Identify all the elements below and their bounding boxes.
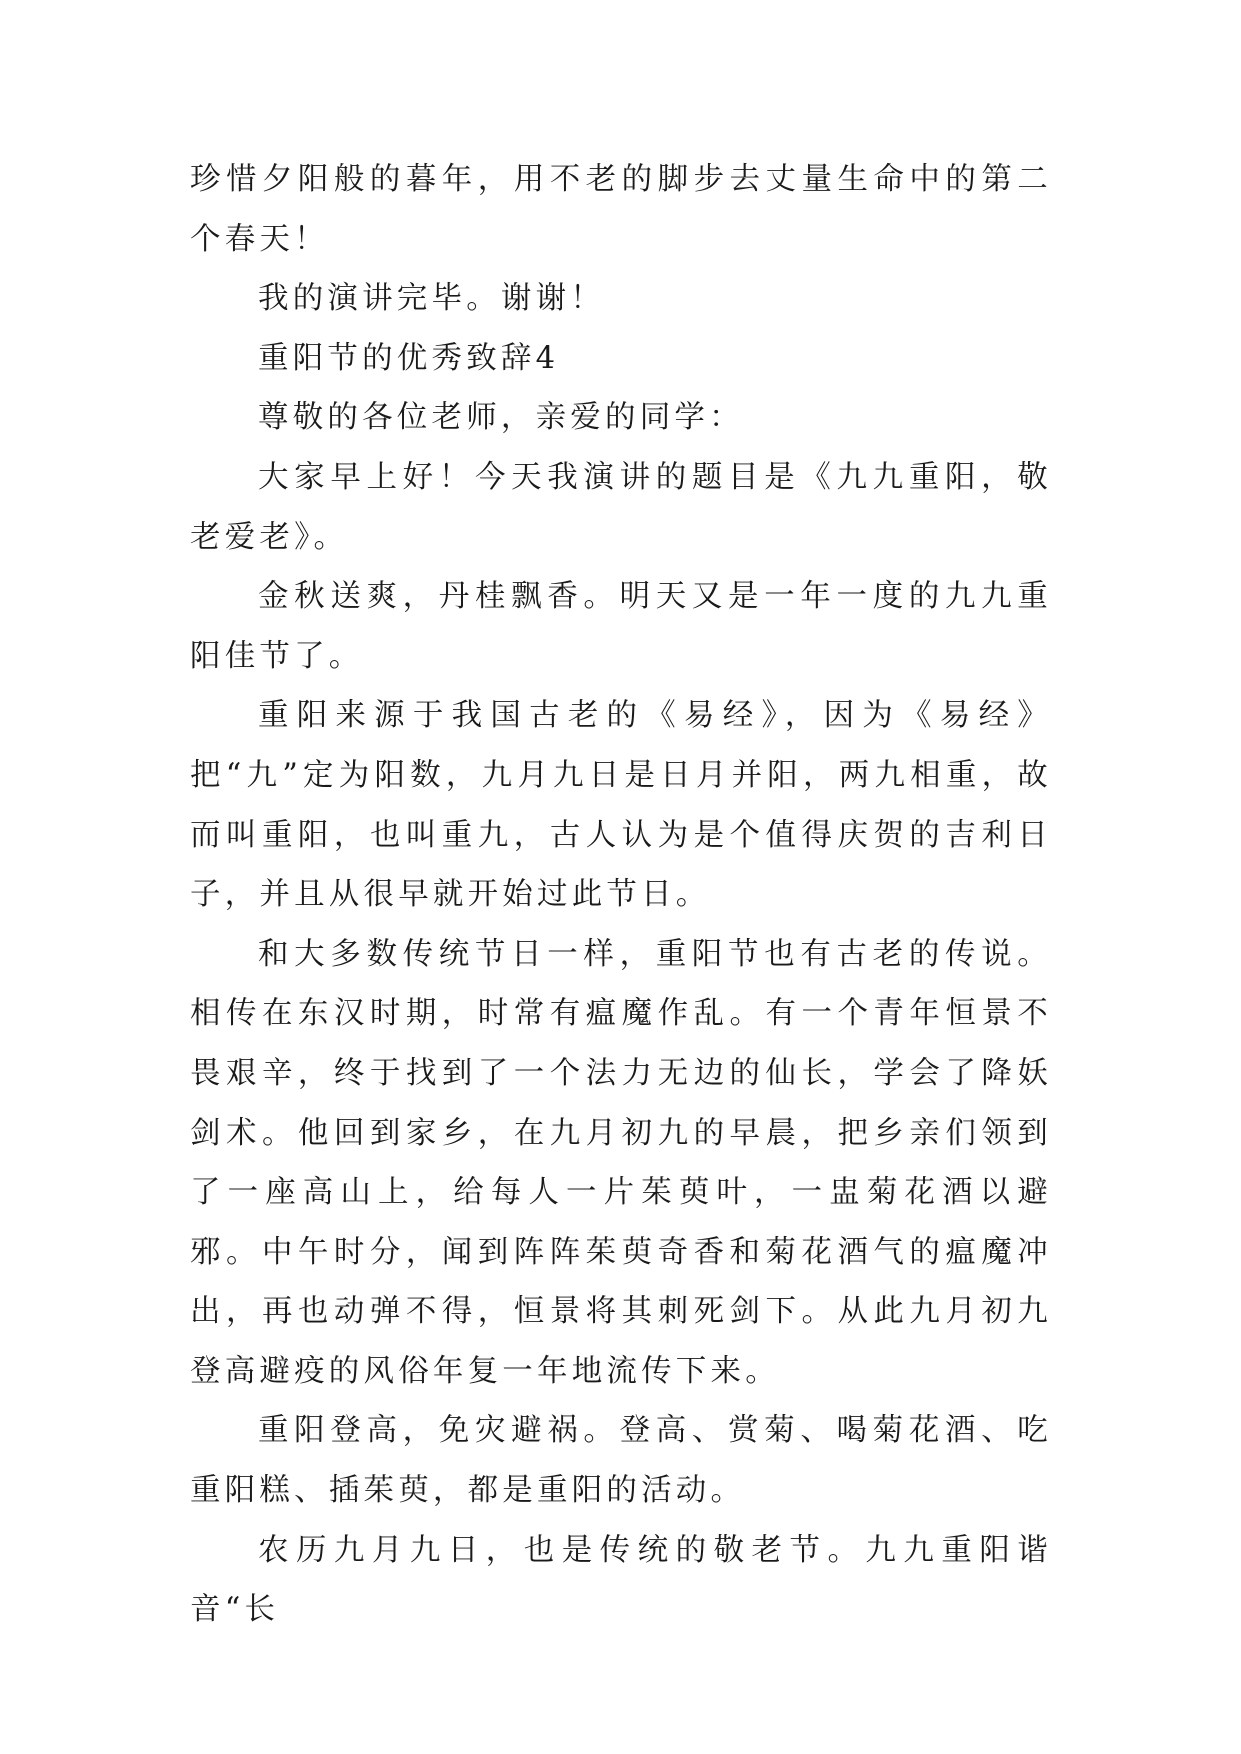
paragraph: 金秋送爽，丹桂飘香。明天又是一年一度的九九重阳佳节了。 xyxy=(190,579,1052,674)
document-body xyxy=(190,150,1052,1640)
paragraph: 农历九月九日，也是传统的敬老节。九九重阳谐音“长 xyxy=(190,1532,1052,1628)
paragraph: 和大多数传统节日一样，重阳节也有古老的传说。相传在东汉时期，时常有瘟魔作乱。有一个青年恒景不畏艰辛，终于找到了一个法力无边的仙长，学会了降妖剑术。他回到家乡，在九月初九的早晨，把乡亲们领到了一座高山上，给每人一片茱萸叶，一盅菊花酒以避邪。中午时分，闻到阵阵茱萸奇香和菊花酒气的瘟魔冲出，再也动弹不得，恒景将其刺死剑下。从此九月初九登高避疫的风俗年复一年地流传下来。 xyxy=(190,936,1052,1389)
paragraph: 我的演讲完毕。谢谢！ xyxy=(258,281,605,317)
paragraph: 重阳来源于我国古老的《易经》，因为《易经》把“九”定为阳数，九月九日是日月并阳，两九相重，故而叫重阳，也叫重九，古人认为是个值得庆贺的吉利日子，并且从很早就开始过此节日。 xyxy=(190,698,1052,913)
salutation: 尊敬的各位老师，亲爱的同学： xyxy=(258,400,744,436)
section-heading: 重阳节的优秀致辞4 xyxy=(258,340,560,376)
paragraph: 重阳登高，免灾避祸。登高、赏菊、喝菊花酒、吃重阳糕、插茱萸，都是重阳的活动。 xyxy=(190,1413,1052,1509)
paragraph: 珍惜夕阳般的暮年，用不老的脚步去丈量生命中的第二个春天！ xyxy=(190,162,1052,257)
paragraph: 大家早上好！今天我演讲的题目是《九九重阳，敬老爱老》。 xyxy=(190,459,1052,555)
